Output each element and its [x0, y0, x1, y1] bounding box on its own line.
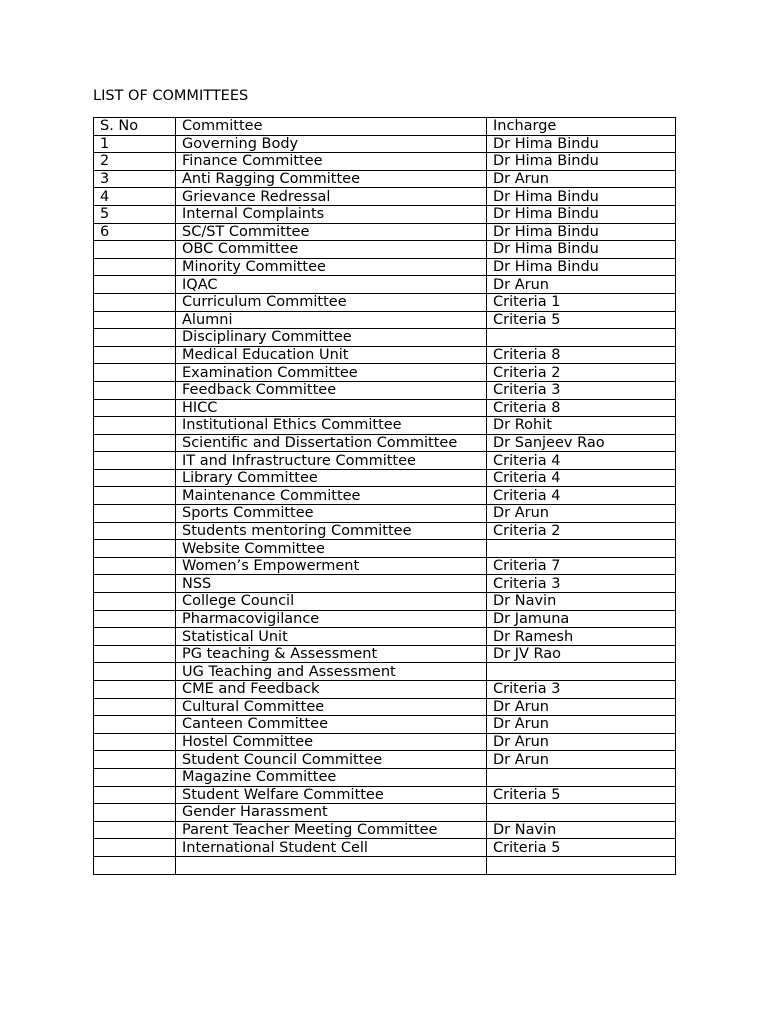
- table-row: [94, 575, 676, 593]
- committee-cell: Student Council Committee: [176, 751, 487, 769]
- committee-cell: Statistical Unit: [176, 628, 487, 646]
- incharge-cell: [487, 329, 676, 347]
- incharge-cell: Dr Hima Bindu: [487, 153, 676, 171]
- serial-number-cell: [94, 417, 176, 435]
- serial-number-cell: [94, 293, 176, 311]
- table-header-row: [94, 118, 676, 136]
- incharge-cell: Criteria 3: [487, 575, 676, 593]
- table-row: [94, 153, 676, 171]
- committee-cell: Curriculum Committee: [176, 293, 487, 311]
- table-row: [94, 135, 676, 153]
- committee-table: [93, 117, 676, 875]
- committee-cell: OBC Committee: [176, 241, 487, 259]
- serial-number-cell: [94, 821, 176, 839]
- incharge-cell: Dr Jamuna: [487, 610, 676, 628]
- committee-cell: Examination Committee: [176, 364, 487, 382]
- incharge-cell: Dr Arun: [487, 698, 676, 716]
- serial-number-cell: [94, 663, 176, 681]
- committee-cell: [176, 856, 487, 874]
- serial-number-cell: [94, 505, 176, 523]
- incharge-cell: Dr Sanjeev Rao: [487, 434, 676, 452]
- serial-number-cell: 6: [94, 223, 176, 241]
- committee-cell: Pharmacovigilance: [176, 610, 487, 628]
- table-row: [94, 188, 676, 206]
- committee-cell: Internal Complaints: [176, 205, 487, 223]
- table-row: [94, 751, 676, 769]
- serial-number-cell: [94, 381, 176, 399]
- table-row: [94, 698, 676, 716]
- incharge-cell: Criteria 5: [487, 839, 676, 857]
- serial-number-cell: [94, 839, 176, 857]
- table-row: [94, 223, 676, 241]
- incharge-cell: Dr Arun: [487, 170, 676, 188]
- incharge-cell: Dr Hima Bindu: [487, 135, 676, 153]
- serial-number-cell: 3: [94, 170, 176, 188]
- incharge-cell: Criteria 2: [487, 522, 676, 540]
- incharge-cell: Criteria 1: [487, 293, 676, 311]
- table-row: [94, 434, 676, 452]
- committee-cell: Minority Committee: [176, 258, 487, 276]
- serial-number-cell: [94, 487, 176, 505]
- incharge-cell: Dr JV Rao: [487, 645, 676, 663]
- serial-number-cell: [94, 276, 176, 294]
- serial-number-cell: [94, 540, 176, 558]
- incharge-cell: Criteria 7: [487, 557, 676, 575]
- table-row: [94, 346, 676, 364]
- incharge-cell: Dr Arun: [487, 751, 676, 769]
- table-row: [94, 716, 676, 734]
- table-row: [94, 733, 676, 751]
- table-row: [94, 593, 676, 611]
- committee-cell: Finance Committee: [176, 153, 487, 171]
- incharge-cell: Criteria 8: [487, 399, 676, 417]
- table-row: [94, 469, 676, 487]
- committee-cell: Grievance Redressal: [176, 188, 487, 206]
- serial-number-cell: [94, 768, 176, 786]
- committee-cell: PG teaching & Assessment: [176, 645, 487, 663]
- table-row: [94, 329, 676, 347]
- table-row: [94, 381, 676, 399]
- table-row: [94, 681, 676, 699]
- serial-number-cell: [94, 698, 176, 716]
- serial-number-cell: [94, 557, 176, 575]
- table-row: [94, 645, 676, 663]
- serial-number-cell: [94, 716, 176, 734]
- serial-number-cell: [94, 522, 176, 540]
- table-row: [94, 417, 676, 435]
- incharge-cell: Criteria 4: [487, 452, 676, 470]
- table-row: [94, 293, 676, 311]
- committee-cell: Parent Teacher Meeting Committee: [176, 821, 487, 839]
- committee-cell: Sports Committee: [176, 505, 487, 523]
- serial-number-cell: [94, 452, 176, 470]
- serial-number-cell: [94, 346, 176, 364]
- committee-cell: CME and Feedback: [176, 681, 487, 699]
- serial-number-cell: [94, 241, 176, 259]
- committee-cell: College Council: [176, 593, 487, 611]
- serial-number-cell: [94, 434, 176, 452]
- table-row: [94, 522, 676, 540]
- committee-cell: Alumni: [176, 311, 487, 329]
- incharge-cell: [487, 804, 676, 822]
- serial-number-cell: [94, 610, 176, 628]
- incharge-cell: Criteria 5: [487, 311, 676, 329]
- incharge-cell: [487, 768, 676, 786]
- committee-cell: Students mentoring Committee: [176, 522, 487, 540]
- committee-cell: International Student Cell: [176, 839, 487, 857]
- incharge-cell: Dr Hima Bindu: [487, 223, 676, 241]
- committee-cell: UG Teaching and Assessment: [176, 663, 487, 681]
- committee-cell: Governing Body: [176, 135, 487, 153]
- table-row: [94, 768, 676, 786]
- committee-cell: HICC: [176, 399, 487, 417]
- incharge-cell: Dr Hima Bindu: [487, 258, 676, 276]
- table-row: [94, 364, 676, 382]
- table-row: [94, 856, 676, 874]
- table-row: [94, 786, 676, 804]
- header-serial-number: S. No: [94, 118, 176, 136]
- incharge-cell: Criteria 4: [487, 469, 676, 487]
- committee-cell: Disciplinary Committee: [176, 329, 487, 347]
- serial-number-cell: [94, 786, 176, 804]
- serial-number-cell: [94, 628, 176, 646]
- header-committee: Committee: [176, 118, 487, 136]
- header-incharge: Incharge: [487, 118, 676, 136]
- serial-number-cell: 5: [94, 205, 176, 223]
- table-row: [94, 399, 676, 417]
- incharge-cell: Criteria 3: [487, 681, 676, 699]
- serial-number-cell: [94, 469, 176, 487]
- incharge-cell: [487, 540, 676, 558]
- serial-number-cell: [94, 258, 176, 276]
- incharge-cell: Dr Navin: [487, 821, 676, 839]
- committee-cell: SC/ST Committee: [176, 223, 487, 241]
- table-row: [94, 610, 676, 628]
- committee-cell: Medical Education Unit: [176, 346, 487, 364]
- serial-number-cell: 2: [94, 153, 176, 171]
- committee-cell: Library Committee: [176, 469, 487, 487]
- incharge-cell: Criteria 3: [487, 381, 676, 399]
- serial-number-cell: [94, 575, 176, 593]
- committee-cell: Student Welfare Committee: [176, 786, 487, 804]
- serial-number-cell: [94, 593, 176, 611]
- committee-cell: Magazine Committee: [176, 768, 487, 786]
- incharge-cell: Criteria 2: [487, 364, 676, 382]
- table-row: [94, 663, 676, 681]
- table-row: [94, 205, 676, 223]
- table-body: [94, 135, 676, 874]
- serial-number-cell: [94, 399, 176, 417]
- committee-cell: Gender Harassment: [176, 804, 487, 822]
- incharge-cell: Dr Arun: [487, 716, 676, 734]
- table-row: [94, 276, 676, 294]
- serial-number-cell: 1: [94, 135, 176, 153]
- serial-number-cell: [94, 364, 176, 382]
- table-row: [94, 241, 676, 259]
- committee-cell: Institutional Ethics Committee: [176, 417, 487, 435]
- incharge-cell: Criteria 8: [487, 346, 676, 364]
- table-row: [94, 452, 676, 470]
- committee-cell: Women’s Empowerment: [176, 557, 487, 575]
- serial-number-cell: [94, 751, 176, 769]
- committee-cell: Canteen Committee: [176, 716, 487, 734]
- table-row: [94, 540, 676, 558]
- committee-cell: Website Committee: [176, 540, 487, 558]
- incharge-cell: Dr Arun: [487, 276, 676, 294]
- table-row: [94, 821, 676, 839]
- serial-number-cell: [94, 804, 176, 822]
- serial-number-cell: 4: [94, 188, 176, 206]
- incharge-cell: Dr Arun: [487, 733, 676, 751]
- incharge-cell: Criteria 5: [487, 786, 676, 804]
- table-row: [94, 487, 676, 505]
- incharge-cell: [487, 663, 676, 681]
- committee-cell: Cultural Committee: [176, 698, 487, 716]
- committee-cell: Scientific and Dissertation Committee: [176, 434, 487, 452]
- table-row: [94, 557, 676, 575]
- incharge-cell: Dr Hima Bindu: [487, 188, 676, 206]
- serial-number-cell: [94, 733, 176, 751]
- table-row: [94, 804, 676, 822]
- committee-cell: IT and Infrastructure Committee: [176, 452, 487, 470]
- table-row: [94, 505, 676, 523]
- table-row: [94, 258, 676, 276]
- incharge-cell: Dr Navin: [487, 593, 676, 611]
- serial-number-cell: [94, 329, 176, 347]
- committee-cell: Feedback Committee: [176, 381, 487, 399]
- committee-cell: Hostel Committee: [176, 733, 487, 751]
- incharge-cell: Dr Rohit: [487, 417, 676, 435]
- incharge-cell: Dr Hima Bindu: [487, 205, 676, 223]
- table-row: [94, 170, 676, 188]
- committee-cell: IQAC: [176, 276, 487, 294]
- table-row: [94, 628, 676, 646]
- incharge-cell: Dr Hima Bindu: [487, 241, 676, 259]
- document-title: LIST OF COMMITTEES: [93, 88, 249, 104]
- committee-cell: Maintenance Committee: [176, 487, 487, 505]
- committee-cell: Anti Ragging Committee: [176, 170, 487, 188]
- incharge-cell: Dr Arun: [487, 505, 676, 523]
- table-row: [94, 311, 676, 329]
- serial-number-cell: [94, 856, 176, 874]
- table-row: [94, 839, 676, 857]
- incharge-cell: Dr Ramesh: [487, 628, 676, 646]
- serial-number-cell: [94, 645, 176, 663]
- serial-number-cell: [94, 681, 176, 699]
- incharge-cell: Criteria 4: [487, 487, 676, 505]
- committee-cell: NSS: [176, 575, 487, 593]
- serial-number-cell: [94, 311, 176, 329]
- incharge-cell: [487, 856, 676, 874]
